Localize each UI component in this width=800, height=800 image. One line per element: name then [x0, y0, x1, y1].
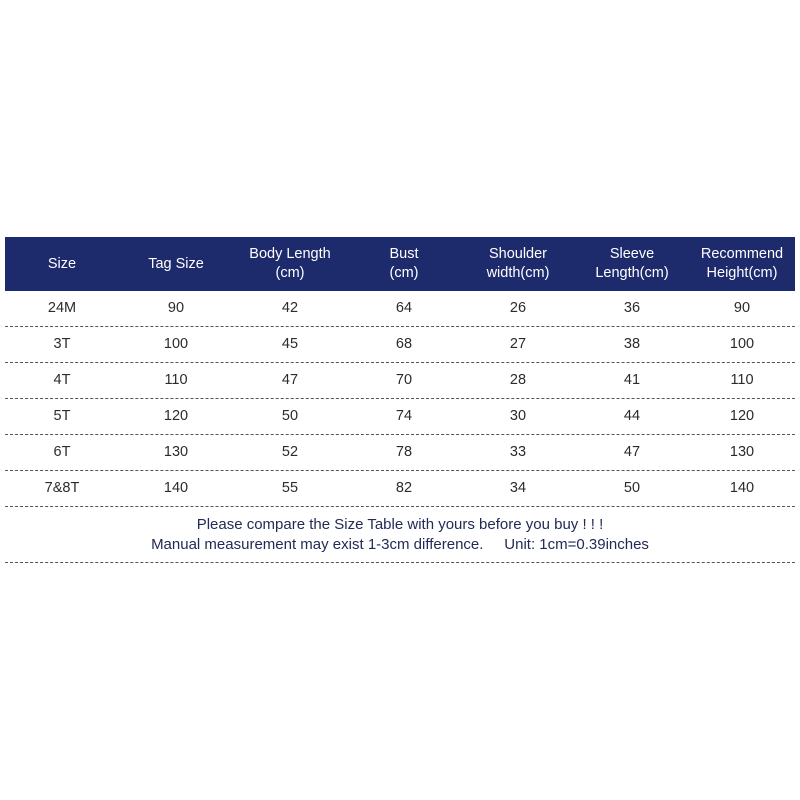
table-row — [5, 363, 795, 399]
cell-sleeve-length: 47 — [623, 444, 641, 460]
table-row — [5, 327, 795, 363]
cell-sleeve-length: 50 — [623, 480, 641, 496]
cell-shoulder-width: 28 — [509, 372, 527, 388]
table-row — [5, 399, 795, 435]
header-size-line1: Size — [47, 255, 77, 272]
header-size — [5, 255, 119, 274]
cell-tag-size: 120 — [163, 408, 189, 424]
header-bust — [347, 245, 461, 283]
cell-bust: 78 — [395, 444, 413, 460]
cell-shoulder-width: 26 — [509, 300, 527, 316]
header-sleeve-length-line2: Length(cm) — [595, 265, 669, 281]
cell-bust: 82 — [395, 480, 413, 496]
header-shoulder-width — [461, 245, 575, 283]
cell-size: 5T — [53, 408, 71, 424]
table-row — [5, 435, 795, 471]
header-recommend-height — [689, 245, 795, 283]
cell-shoulder-width: 33 — [509, 444, 527, 460]
cell-body-length: 50 — [281, 408, 299, 424]
cell-tag-size: 90 — [167, 300, 185, 316]
cell-recommend-height: 110 — [730, 372, 754, 388]
cell-sleeve-length: 44 — [623, 408, 641, 424]
header-body-length-line1: Body Length — [249, 246, 331, 262]
cell-sleeve-length: 36 — [623, 300, 641, 316]
cell-size: 7&8T — [44, 480, 80, 496]
header-bust-line1: Bust — [389, 246, 419, 262]
cell-recommend-height: 120 — [729, 408, 755, 424]
cell-size: 6T — [53, 444, 71, 460]
cell-bust: 68 — [395, 336, 413, 352]
header-bust-line2: (cm) — [389, 265, 419, 281]
table-row — [5, 291, 795, 327]
cell-shoulder-width: 27 — [509, 336, 527, 352]
size-table — [5, 237, 795, 563]
cell-recommend-height: 130 — [729, 444, 755, 460]
header-recommend-height-line2: Height(cm) — [706, 265, 778, 281]
cell-bust: 64 — [395, 300, 413, 316]
header-recommend-height-line1: Recommend — [700, 246, 784, 262]
header-tag-size-line1: Tag Size — [148, 255, 204, 272]
cell-bust: 70 — [395, 372, 413, 388]
size-note — [5, 507, 795, 563]
table-row — [5, 471, 795, 507]
header-shoulder-width-line2: width(cm) — [486, 265, 550, 281]
header-tag-size — [119, 255, 233, 274]
cell-recommend-height: 100 — [729, 336, 755, 352]
header-body-length-line2: (cm) — [275, 265, 305, 281]
cell-shoulder-width: 30 — [509, 408, 527, 424]
cell-tag-size: 110 — [164, 372, 188, 388]
cell-size: 24M — [47, 300, 77, 316]
cell-shoulder-width: 34 — [509, 480, 527, 496]
cell-body-length: 55 — [281, 480, 299, 496]
header-body-length — [233, 245, 347, 283]
cell-sleeve-length: 41 — [623, 372, 641, 388]
cell-tag-size: 100 — [163, 336, 189, 352]
cell-bust: 74 — [395, 408, 413, 424]
cell-tag-size: 130 — [163, 444, 189, 460]
note-measurement-unit: Manual measurement may exist 1-3cm difference. Unit: 1cm=0.39inches — [151, 536, 649, 553]
cell-body-length: 52 — [281, 444, 299, 460]
note-compare-warning: Please compare the Size Table with yours before you buy ! ! ! — [196, 516, 604, 533]
header-shoulder-width-line1: Shoulder — [488, 246, 548, 262]
table-header-row — [5, 237, 795, 291]
cell-size: 4T — [53, 372, 71, 388]
cell-size: 3T — [53, 336, 71, 352]
cell-sleeve-length: 38 — [623, 336, 641, 352]
cell-tag-size: 140 — [163, 480, 189, 496]
cell-body-length: 47 — [281, 372, 299, 388]
header-sleeve-length — [575, 245, 689, 283]
header-sleeve-length-line1: Sleeve — [609, 246, 655, 262]
cell-body-length: 45 — [281, 336, 299, 352]
cell-body-length: 42 — [281, 300, 299, 316]
cell-recommend-height: 140 — [729, 480, 755, 496]
cell-recommend-height: 90 — [733, 300, 751, 316]
